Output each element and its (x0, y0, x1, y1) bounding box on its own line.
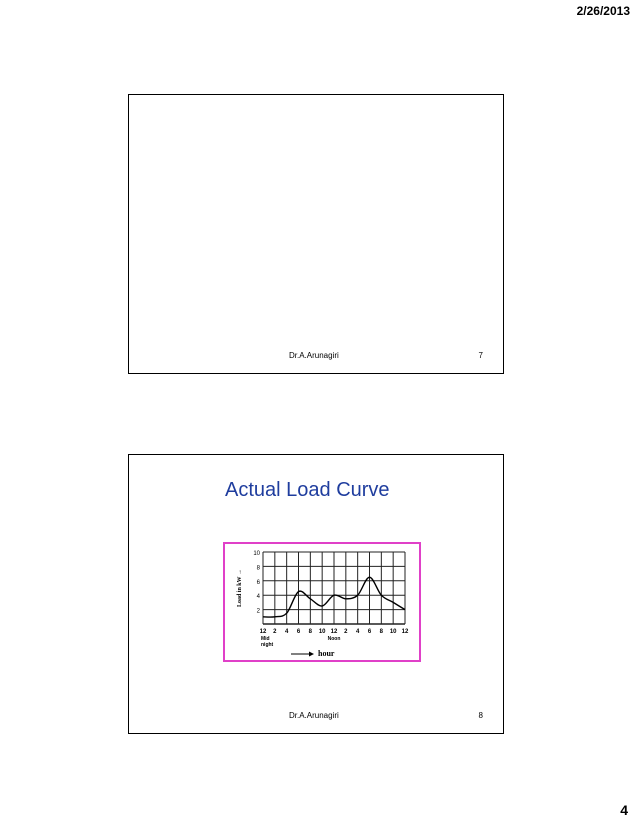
y-tick-label: 8 (256, 565, 260, 572)
slide-title: Actual Load Curve (225, 479, 390, 501)
slide-7 (128, 94, 504, 374)
arrow-right-icon (309, 652, 314, 657)
x-tick-label: 6 (367, 629, 372, 635)
x-axis-label: hour (318, 649, 335, 658)
slide-footer (129, 711, 503, 723)
slide-author: Dr.A.Arunagiri (289, 711, 339, 720)
y-tick-label: 4 (256, 594, 260, 601)
slide-author: Dr.A.Arunagiri (289, 351, 339, 360)
y-axis-label: Load in kW → (237, 568, 243, 608)
slide-8 (128, 454, 504, 734)
page-date: 2/26/2013 (576, 4, 630, 18)
load-curve-figure (223, 542, 421, 662)
slide-footer (129, 351, 503, 363)
noon-annotation: Noon (327, 636, 341, 642)
x-tick-label: 8 (379, 629, 384, 635)
page-number: 4 (620, 802, 628, 818)
y-tick-label: 2 (256, 608, 260, 615)
x-tick-label: 4 (284, 629, 289, 635)
slide-number: 8 (478, 711, 483, 720)
x-tick-label: 4 (355, 629, 360, 635)
x-tick-label: 2 (273, 629, 277, 635)
x-tick-label: 8 (308, 629, 313, 635)
x-tick-label: 6 (296, 629, 301, 635)
x-tick-label: 12 (259, 629, 267, 635)
load-curve-chart (225, 544, 419, 660)
x-tick-label: 10 (389, 629, 397, 635)
x-tick-label: 2 (344, 629, 348, 635)
y-tick-label: 6 (256, 579, 260, 586)
slide-number: 7 (478, 351, 483, 360)
midnight-annotation: Mid (261, 636, 270, 642)
x-tick-label: 10 (318, 629, 326, 635)
midnight-annotation-line2: night (261, 642, 274, 648)
x-tick-label: 12 (330, 629, 338, 635)
x-tick-label: 12 (401, 629, 409, 635)
y-tick-label: 10 (253, 551, 260, 557)
